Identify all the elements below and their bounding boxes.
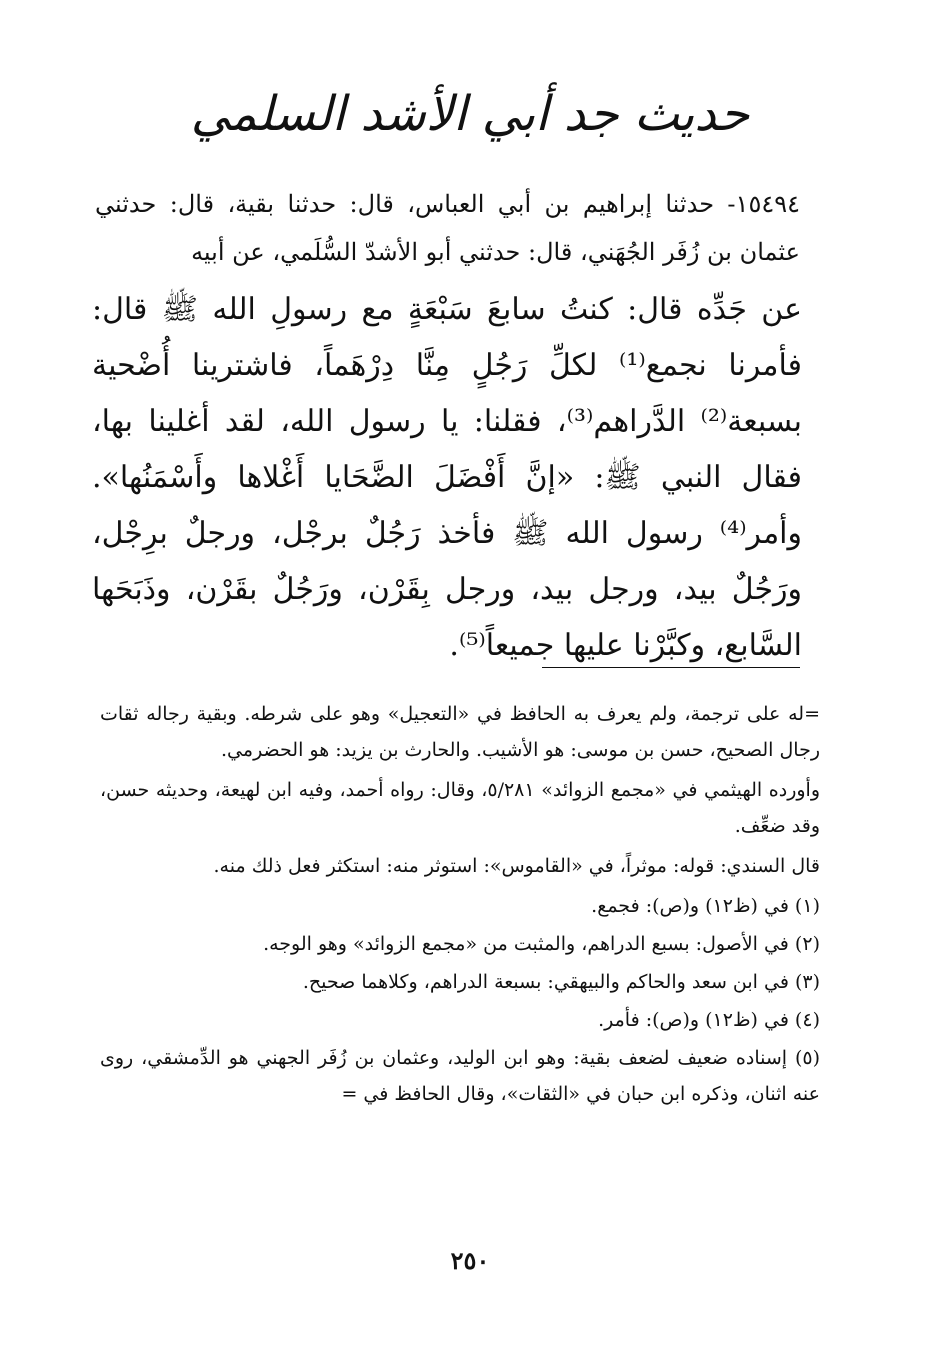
- footnotes-section: [100, 696, 820, 1114]
- footnote-4: (٤) في (ظ١٢) و(ص): فأمر.: [598, 1009, 820, 1031]
- note-paragraph: وأورده الهيثمي في «مجمع الزوائد» ٥/٢٨١، وقال: رواه أحمد، وفيه ابن لهيعة، وحديثه حسن، وقد ضعِّف.: [100, 779, 820, 837]
- note-paragraph: =له على ترجمة، ولم يعرف به الحافظ في «التعجيل» وهو على شرطه. وبقية رجاله ثقات رجال الصحيح، حسن بن موسى: هو الأشيب. والحارث بن يزيد: هو الحضرمي.: [100, 703, 820, 761]
- note-paragraph: قال السندي: قوله: موثراً، في «القاموس»: استوثر منه: استكثر فعل ذلك منه.: [213, 855, 820, 877]
- footnote-1: (١) في (ظ١٢) و(ص): فجمع.: [591, 895, 820, 917]
- page-title: حديث جد أبي الأشد السلمي: [190, 86, 750, 142]
- page-number: ٢٥٠: [450, 1246, 490, 1275]
- hadith-isnad: ١٥٤٩٤- حدثنا إبراهيم بن أبي العباس، قال: حدثنا بقية، قال: حدثني عثمان بن زُفَر الجُهَني، قال: حدثني أبو الأشدّ السُّلَمي، عن أبيه: [95, 190, 800, 266]
- footnote-2: (٢) في الأصول: بسبع الدراهم، والمثبت من «مجمع الزوائد» وهو الوجه.: [263, 933, 820, 955]
- footnote-3: (٣) في ابن سعد والحاكم والبيهقي: بسبعة الدراهم، وكلاهما صحيح.: [302, 971, 820, 993]
- footnote-5: (٥) إسناده ضعيف لضعف بقية: وهو ابن الوليد، وعثمان بن زُفَر الجهني هو الدِّمشقي، روى عنه اثنان، وذكره ابن حبان في «الثقات»، وقال الحافظ في =: [100, 1047, 820, 1105]
- footnote-divider: [542, 667, 800, 668]
- hadith-text: عن جَدِّه قال: كنتُ سابعَ سَبْعَةٍ مع رسولِ الله ﷺ قال: فأمرنا نجمع⁽¹⁾ لكلِّ رَجُلٍ مِنَّا دِرْهَماً، فاشترينا أُضْحية بسبعة⁽²⁾ الدَّراهم⁽³⁾، فقلنا: يا رسول الله، لقد أغلينا بها، فقال النبي ﷺ: «إنَّ أَفْضَلَ الضَّحَايا أَغْلاها وأَسْمَنُها». وأمر⁽⁴⁾ رسول الله ﷺ فأخذ رَجُلٌ برجْل، ورجلٌ برِجْل، ورَجُلٌ بيد، ورجل بيد، ورجل بِقَرْن، ورَجُلٌ بقَرْن، وذَبَحَها السَّابع، وكبَّرْنا عليها جميعاً⁽⁵⁾.: [92, 292, 803, 663]
